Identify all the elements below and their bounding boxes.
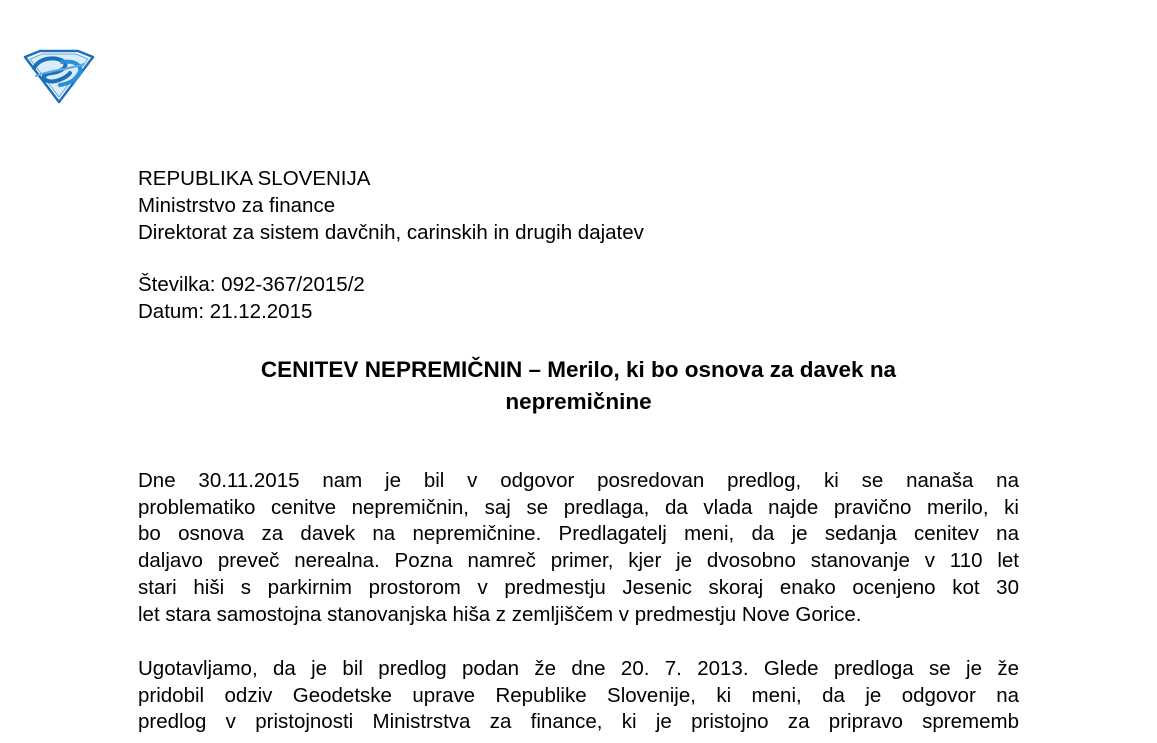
header-republic: REPUBLIKA SLOVENIJA — [138, 167, 371, 190]
paragraph-line: let stara samostojna stanovanjska hiša z zemljiščem v predmestju Nove Gorice. — [138, 602, 862, 626]
title-line-2: nepremičnine — [505, 389, 652, 414]
document-title — [138, 354, 1019, 418]
coat-of-arms-icon — [22, 48, 96, 104]
meta-block — [138, 271, 365, 325]
paragraph-line: Dne 30.11.2015 nam je bil v odgovor posredovan predlog, ki se nanaša na — [138, 469, 1019, 492]
header-block — [138, 165, 644, 246]
document-date: Datum: 21.12.2015 — [138, 300, 313, 323]
paragraph-2 — [138, 656, 1019, 736]
paragraph-line: problematiko cenitve nepremičnin, saj se predlaga, da vlada najde pravično merilo, ki — [138, 495, 1019, 519]
paragraph-line: predlog v pristojnosti Ministrstva za finance, ki je pristojno za pripravo sprememb — [138, 710, 1019, 734]
paragraph-line: pridobil odziv Geodetske uprave Republike Slovenije, ki meni, da je odgovor na — [138, 683, 1019, 707]
document-number: Številka: 092-367/2015/2 — [138, 273, 365, 296]
paragraph-1 — [138, 468, 1019, 628]
logo — [22, 48, 96, 104]
header-directorate: Direktorat za sistem davčnih, carinskih in drugih dajatev — [138, 221, 644, 244]
title-line-1: CENITEV NEPREMIČNIN – Merilo, ki bo osnova za davek na — [260, 357, 897, 382]
paragraph-line: Ugotavljamo, da je bil predlog podan že dne 20. 7. 2013. Glede predloga se je že — [138, 657, 1019, 680]
paragraph-line: stari hiši s parkirnim prostorom v predmestju Jesenic skoraj enako ocenjeno kot 30 — [138, 575, 1019, 599]
paragraph-line: bo osnova za davek na nepremičnine. Predlagatelj meni, da je sedanja cenitev na — [138, 522, 1019, 546]
header-ministry: Ministrstvo za finance — [138, 194, 336, 217]
paragraph-line: daljavo preveč nerealna. Pozna namreč primer, kjer je dvosobno stanovanje v 110 let — [138, 549, 1019, 573]
